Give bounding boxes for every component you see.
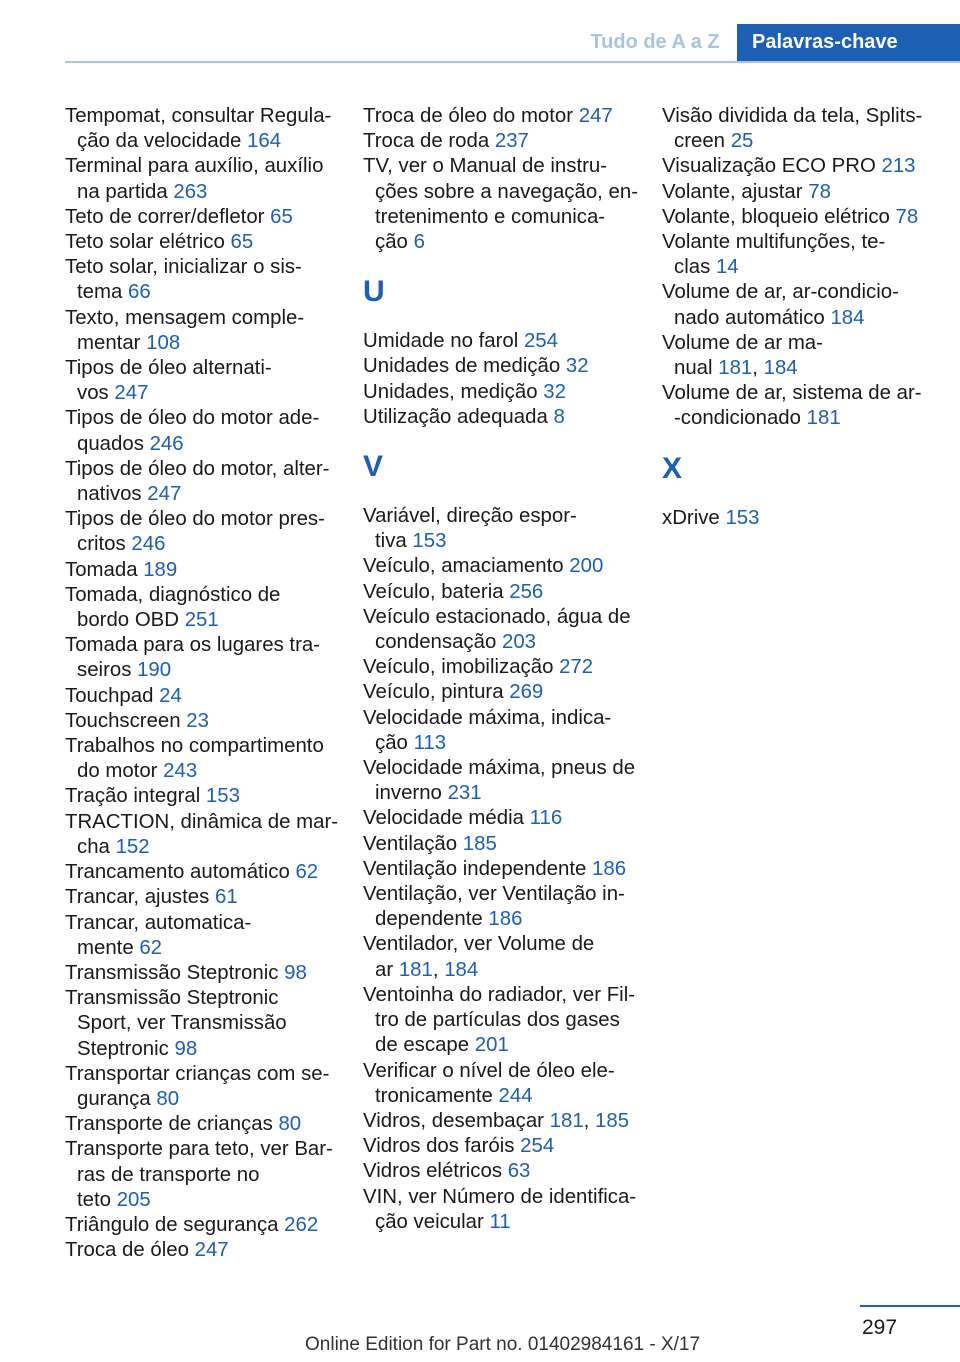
index-entry — [65, 784, 345, 809]
index-entry — [363, 680, 643, 705]
index-entry — [65, 734, 345, 784]
page-reference-link[interactable]: 247 — [194, 1239, 229, 1262]
index-entry-text: Triângulo de segurança — [65, 1213, 279, 1236]
letter-heading: U — [363, 275, 385, 309]
index-entry-text: Transportar crianças com se- gurança — [65, 1062, 330, 1110]
page-reference-link[interactable]: 65 — [270, 205, 293, 228]
page-reference-link[interactable]: 152 — [115, 835, 150, 858]
index-entry-text: Teto de correr/defletor — [65, 205, 265, 228]
index-entry-text: Volume de ar, ar-condicio- nado automático — [662, 281, 899, 329]
index-entry — [65, 230, 345, 255]
index-entry-text: Tipos de óleo do motor ade- quados — [65, 407, 320, 455]
page-reference-link[interactable]: 201 — [474, 1034, 509, 1057]
index-entry-text: Velocidade média — [363, 807, 524, 830]
index-entry — [65, 709, 345, 734]
index-entry-text: Tipos de óleo do motor pres- critos — [65, 508, 325, 556]
index-entry-text: Trancamento automático — [65, 861, 290, 884]
index-entry — [363, 706, 643, 756]
page-reference-link[interactable]: 153 — [725, 506, 760, 529]
index-entry — [65, 457, 345, 507]
page-reference-link[interactable]: 32 — [565, 355, 589, 378]
index-entry-text: Vidros elétricos — [363, 1160, 503, 1183]
page-reference-link[interactable]: 256 — [509, 580, 544, 603]
page-reference-link[interactable]: 23 — [186, 709, 209, 732]
page-reference-link[interactable]: 246 — [131, 533, 166, 556]
index-entry-text: Veículo, amaciamento — [363, 555, 564, 578]
index-entry-text: Visão dividida da tela, Splits- creen — [662, 105, 923, 153]
page-reference-link[interactable]: 98 — [174, 1037, 198, 1060]
page-reference-link[interactable]: 78 — [808, 180, 831, 203]
index-entry — [363, 154, 643, 255]
footer-rule — [860, 1305, 960, 1307]
index-entry — [363, 1159, 643, 1184]
page-reference-link[interactable]: 262 — [284, 1213, 319, 1236]
page-reference-link[interactable]: 185 — [462, 832, 497, 855]
page-reference-link[interactable]: 153 — [205, 785, 240, 808]
index-entry — [363, 554, 643, 579]
index-entry-text: Ventoinha do radiador, ver Fil- tro de partículas dos gases de escape — [363, 983, 636, 1057]
index-entry — [363, 580, 643, 605]
edition-footer: Online Edition for Part no. 01402984161 - X/17 — [305, 1334, 701, 1355]
page-reference-link[interactable]: 184 — [830, 306, 865, 329]
index-entry-text: Veículo estacionado, água de condensação — [363, 605, 631, 654]
page-reference-link[interactable]: 237 — [494, 130, 529, 153]
index-entry — [65, 558, 345, 583]
index-entry-text: Unidades de medição — [363, 355, 561, 378]
index-entry — [65, 406, 345, 456]
index-entry — [363, 1185, 643, 1235]
page-reference-link[interactable]: 80 — [156, 1087, 180, 1110]
index-entry-text: TRACTION, dinâmica de mar- cha — [65, 810, 339, 858]
page-reference-link[interactable]: 247 — [114, 382, 149, 405]
index-entry-text: Ventilação independente — [363, 857, 587, 880]
index-entry — [662, 180, 932, 205]
index-entry-text: Volume de ar ma- nual — [662, 331, 823, 380]
index-entry — [65, 961, 345, 986]
page-reference-link[interactable]: 78 — [895, 205, 919, 228]
page-reference-link[interactable]: 14 — [715, 256, 739, 279]
page-reference-link[interactable]: 185 — [595, 1109, 630, 1132]
index-entry-text: Teto solar elétrico — [65, 231, 225, 254]
index-entry — [363, 1134, 643, 1159]
page-reference-link[interactable]: 164 — [247, 130, 282, 153]
index-entry-text: Variável, direção espor- tiva — [363, 505, 577, 553]
index-entry — [65, 1112, 345, 1137]
index-entry-text: Terminal para auxílio, auxílio na partida — [65, 155, 324, 203]
index-entry — [662, 154, 932, 179]
page-reference-link[interactable]: 62 — [139, 936, 163, 959]
page-reference-link[interactable]: 200 — [569, 555, 604, 578]
index-entry-text: Tempomat, consultar Regula- ção da velocidade — [65, 105, 332, 153]
page-reference-link[interactable]: 6 — [413, 231, 425, 254]
page-reference-link[interactable]: 186 — [488, 908, 523, 931]
index-entry — [363, 504, 643, 554]
letter-heading: V — [363, 450, 384, 484]
index-entry — [662, 506, 932, 531]
index-entry-text: Veículo, bateria — [363, 580, 504, 603]
page-reference-link[interactable]: 24 — [159, 684, 182, 707]
page-reference-link[interactable]: 184 — [763, 357, 798, 380]
index-entry-text: Vidros, desembaçar — [363, 1109, 544, 1132]
page-reference-link[interactable]: 184 — [444, 958, 479, 981]
page-reference-link[interactable]: 63 — [507, 1160, 531, 1183]
index-entry-text: TV, ver o Manual de instru- ções sobre a navegação, en- tretenimento e comunica- ção — [363, 155, 638, 254]
index-entry — [65, 356, 345, 406]
index-entry — [65, 633, 345, 683]
index-entry — [662, 104, 932, 154]
page-reference-link[interactable]: 61 — [214, 886, 238, 909]
index-entry — [363, 605, 643, 655]
index-entry — [65, 583, 345, 633]
page-reference-link[interactable]: 153 — [412, 530, 447, 553]
page-reference-link[interactable]: 251 — [184, 609, 219, 632]
index-entry-text: Utilização adequada — [363, 405, 548, 428]
page-reference-link[interactable]: 66 — [128, 281, 151, 304]
page-reference-link[interactable]: 65 — [230, 231, 254, 254]
index-entry-text: Tomada, diagnóstico de bordo OBD — [65, 583, 281, 632]
index-entry: Ventilador, ver Volume de ar 181, 184 — [363, 933, 595, 981]
index-entry — [363, 329, 643, 354]
index-entry — [363, 832, 643, 857]
index-entry — [65, 154, 345, 204]
index-entry — [65, 306, 345, 356]
index-entry-text: Unidades, medição — [363, 380, 538, 403]
page-header — [0, 0, 960, 62]
letter-heading: X — [662, 451, 683, 485]
page-reference-link[interactable]: 213 — [881, 155, 916, 178]
index-entry — [65, 104, 345, 154]
index-entry-text: Troca de roda — [363, 130, 490, 153]
page-reference-link[interactable]: 272 — [559, 656, 594, 679]
page-reference-link[interactable]: 205 — [116, 1188, 151, 1211]
index-entry: Vidros, desembaçar 181, 185 — [363, 1109, 630, 1132]
index-entry-text: Visualização ECO PRO — [662, 155, 876, 178]
index-entry — [65, 986, 345, 1062]
index-entry — [65, 507, 345, 557]
page-reference-link[interactable]: 181 — [806, 407, 841, 430]
index-entry-text: Volante multifunções, te- clas — [662, 231, 886, 279]
page-reference-link[interactable]: 181 — [398, 958, 433, 981]
index-entry-text: Velocidade máxima, indica- ção — [363, 706, 612, 754]
index-column-2 — [363, 104, 643, 1235]
page-reference-link[interactable]: 80 — [278, 1113, 302, 1136]
index-entry — [363, 857, 643, 882]
index-column-1 — [65, 104, 345, 1263]
index-entry — [65, 205, 345, 230]
page-reference-link[interactable]: 254 — [523, 330, 558, 353]
page-reference-link[interactable]: 254 — [520, 1135, 555, 1158]
page-reference-link[interactable]: 189 — [143, 558, 178, 581]
page-reference-link[interactable]: 62 — [295, 861, 319, 884]
index-entry — [65, 810, 345, 860]
index-entry — [662, 205, 932, 230]
page-reference-link[interactable]: 11 — [489, 1210, 511, 1233]
index-entry-text: Teto solar, inicializar o sis- tema — [65, 256, 302, 304]
index-entry-text: Volante, bloqueio elétrico — [662, 205, 890, 228]
section-tab[interactable]: Tudo de A a Z — [590, 31, 720, 53]
index-entry-text: Veículo, pintura — [363, 681, 504, 704]
index-entry-text: Transmissão Steptronic — [65, 961, 279, 984]
index-column-3 — [662, 104, 932, 531]
active-tab-keywords[interactable]: Palavras-chave — [737, 24, 960, 61]
index-entry — [662, 381, 932, 431]
index-entry-text: Trabalhos no compartimento do motor — [65, 735, 324, 783]
index-entry — [363, 129, 643, 154]
index-entry — [65, 255, 345, 305]
index-entry — [363, 354, 643, 379]
page-reference-link[interactable]: 263 — [173, 180, 208, 203]
index-entry — [363, 756, 643, 806]
page-reference-link[interactable]: 98 — [284, 961, 307, 984]
index-entry — [363, 405, 643, 430]
page-reference-link[interactable]: 203 — [501, 631, 537, 654]
index-entry-text: Touchscreen — [65, 709, 181, 732]
index-entry-text: Trancar, automatica- mente — [65, 911, 252, 959]
index-entry — [363, 104, 643, 129]
index-entry — [65, 1238, 345, 1263]
page-reference-link[interactable]: 181 — [718, 357, 753, 380]
page-reference-link[interactable]: 243 — [163, 760, 198, 783]
page-reference-link[interactable]: 25 — [730, 130, 754, 153]
index-entry-text: Tomada para os lugares tra- seiros — [65, 634, 321, 682]
index-entry-text: Trancar, ajustes — [65, 886, 210, 909]
index-entry-text: Vidros dos faróis — [363, 1135, 515, 1158]
index-entry-text: Tração integral — [65, 785, 201, 808]
index-entry-text: VIN, ver Número de identifica- ção veicular — [363, 1185, 637, 1233]
page-reference-link[interactable]: 108 — [146, 331, 181, 354]
page-reference-link[interactable]: 181 — [549, 1109, 584, 1132]
index-entry — [363, 655, 643, 680]
index-entry-text: Transporte para teto, ver Bar- ras de transporte no teto — [65, 1138, 333, 1211]
page-reference-link[interactable]: 116 — [529, 807, 563, 830]
index-entry-text: Troca de óleo — [65, 1239, 189, 1262]
index-entry-text: Transporte de crianças — [65, 1113, 273, 1136]
page-reference-link[interactable]: 8 — [553, 405, 565, 428]
page-reference-link[interactable]: 32 — [543, 380, 566, 403]
index-entry — [662, 280, 932, 330]
index-entry-text: Ventilação — [363, 832, 458, 855]
index-entry — [363, 1059, 643, 1109]
index-entry-text: Texto, mensagem comple- mentar — [65, 306, 305, 354]
index-entry — [662, 230, 932, 280]
page-reference-link[interactable]: 246 — [149, 432, 184, 455]
index-entry-text: Volume de ar, sistema de ar- -condicionado — [662, 382, 922, 430]
header-rule — [65, 61, 960, 63]
index-entry — [65, 885, 345, 910]
index-entry-text: Verificar o nível de óleo ele- tronicamente — [363, 1059, 615, 1107]
page-reference-link[interactable]: 231 — [447, 782, 482, 805]
page-reference-link[interactable]: 247 — [147, 483, 182, 506]
page-reference-link[interactable]: 186 — [592, 857, 627, 880]
index-entry — [65, 684, 345, 709]
index-entry-text: Troca de óleo do motor — [363, 105, 574, 127]
page-reference-link[interactable]: 113 — [413, 731, 447, 754]
index-entry — [65, 860, 345, 885]
index-entry-text: Tomada — [65, 558, 138, 581]
page-reference-link[interactable]: 269 — [509, 681, 544, 704]
index-entry-text: Transmissão Steptronic Sport, ver Transmissão Steptronic — [65, 987, 287, 1060]
page-reference-link[interactable]: 247 — [578, 105, 613, 127]
page-number: 297 — [862, 1316, 898, 1339]
index-entry-text: Volante, ajustar — [662, 180, 803, 203]
index-entry-text: Veículo, imobilização — [363, 656, 554, 679]
index-entry-text: Touchpad — [65, 684, 154, 707]
index-entry — [363, 806, 643, 831]
index-entry — [65, 911, 345, 961]
index-entry — [363, 380, 643, 405]
index-entry: Volume de ar ma- nual 181, 184 — [662, 331, 823, 380]
index-entry — [65, 1062, 345, 1112]
index-entry-text: Ventilação, ver Ventilação in- dependente — [363, 883, 625, 931]
index-entry — [65, 1213, 345, 1238]
index-entry-text: xDrive — [662, 506, 720, 529]
page-reference-link[interactable]: 190 — [137, 659, 172, 682]
page-reference-link[interactable]: 244 — [498, 1084, 533, 1107]
index-entry — [65, 1137, 345, 1213]
index-entry — [363, 882, 643, 932]
index-entry-text: Tipos de óleo alternati- vos — [65, 357, 272, 405]
index-entry — [363, 983, 643, 1059]
index-entry-text: Umidade no farol — [363, 330, 519, 353]
index-entry-text: Tipos de óleo do motor, alter- nativos — [65, 457, 330, 506]
index-entry-text: Ventilador, ver Volume de ar — [363, 933, 595, 981]
index-entry-text: Velocidade máxima, pneus de inverno — [363, 757, 636, 805]
